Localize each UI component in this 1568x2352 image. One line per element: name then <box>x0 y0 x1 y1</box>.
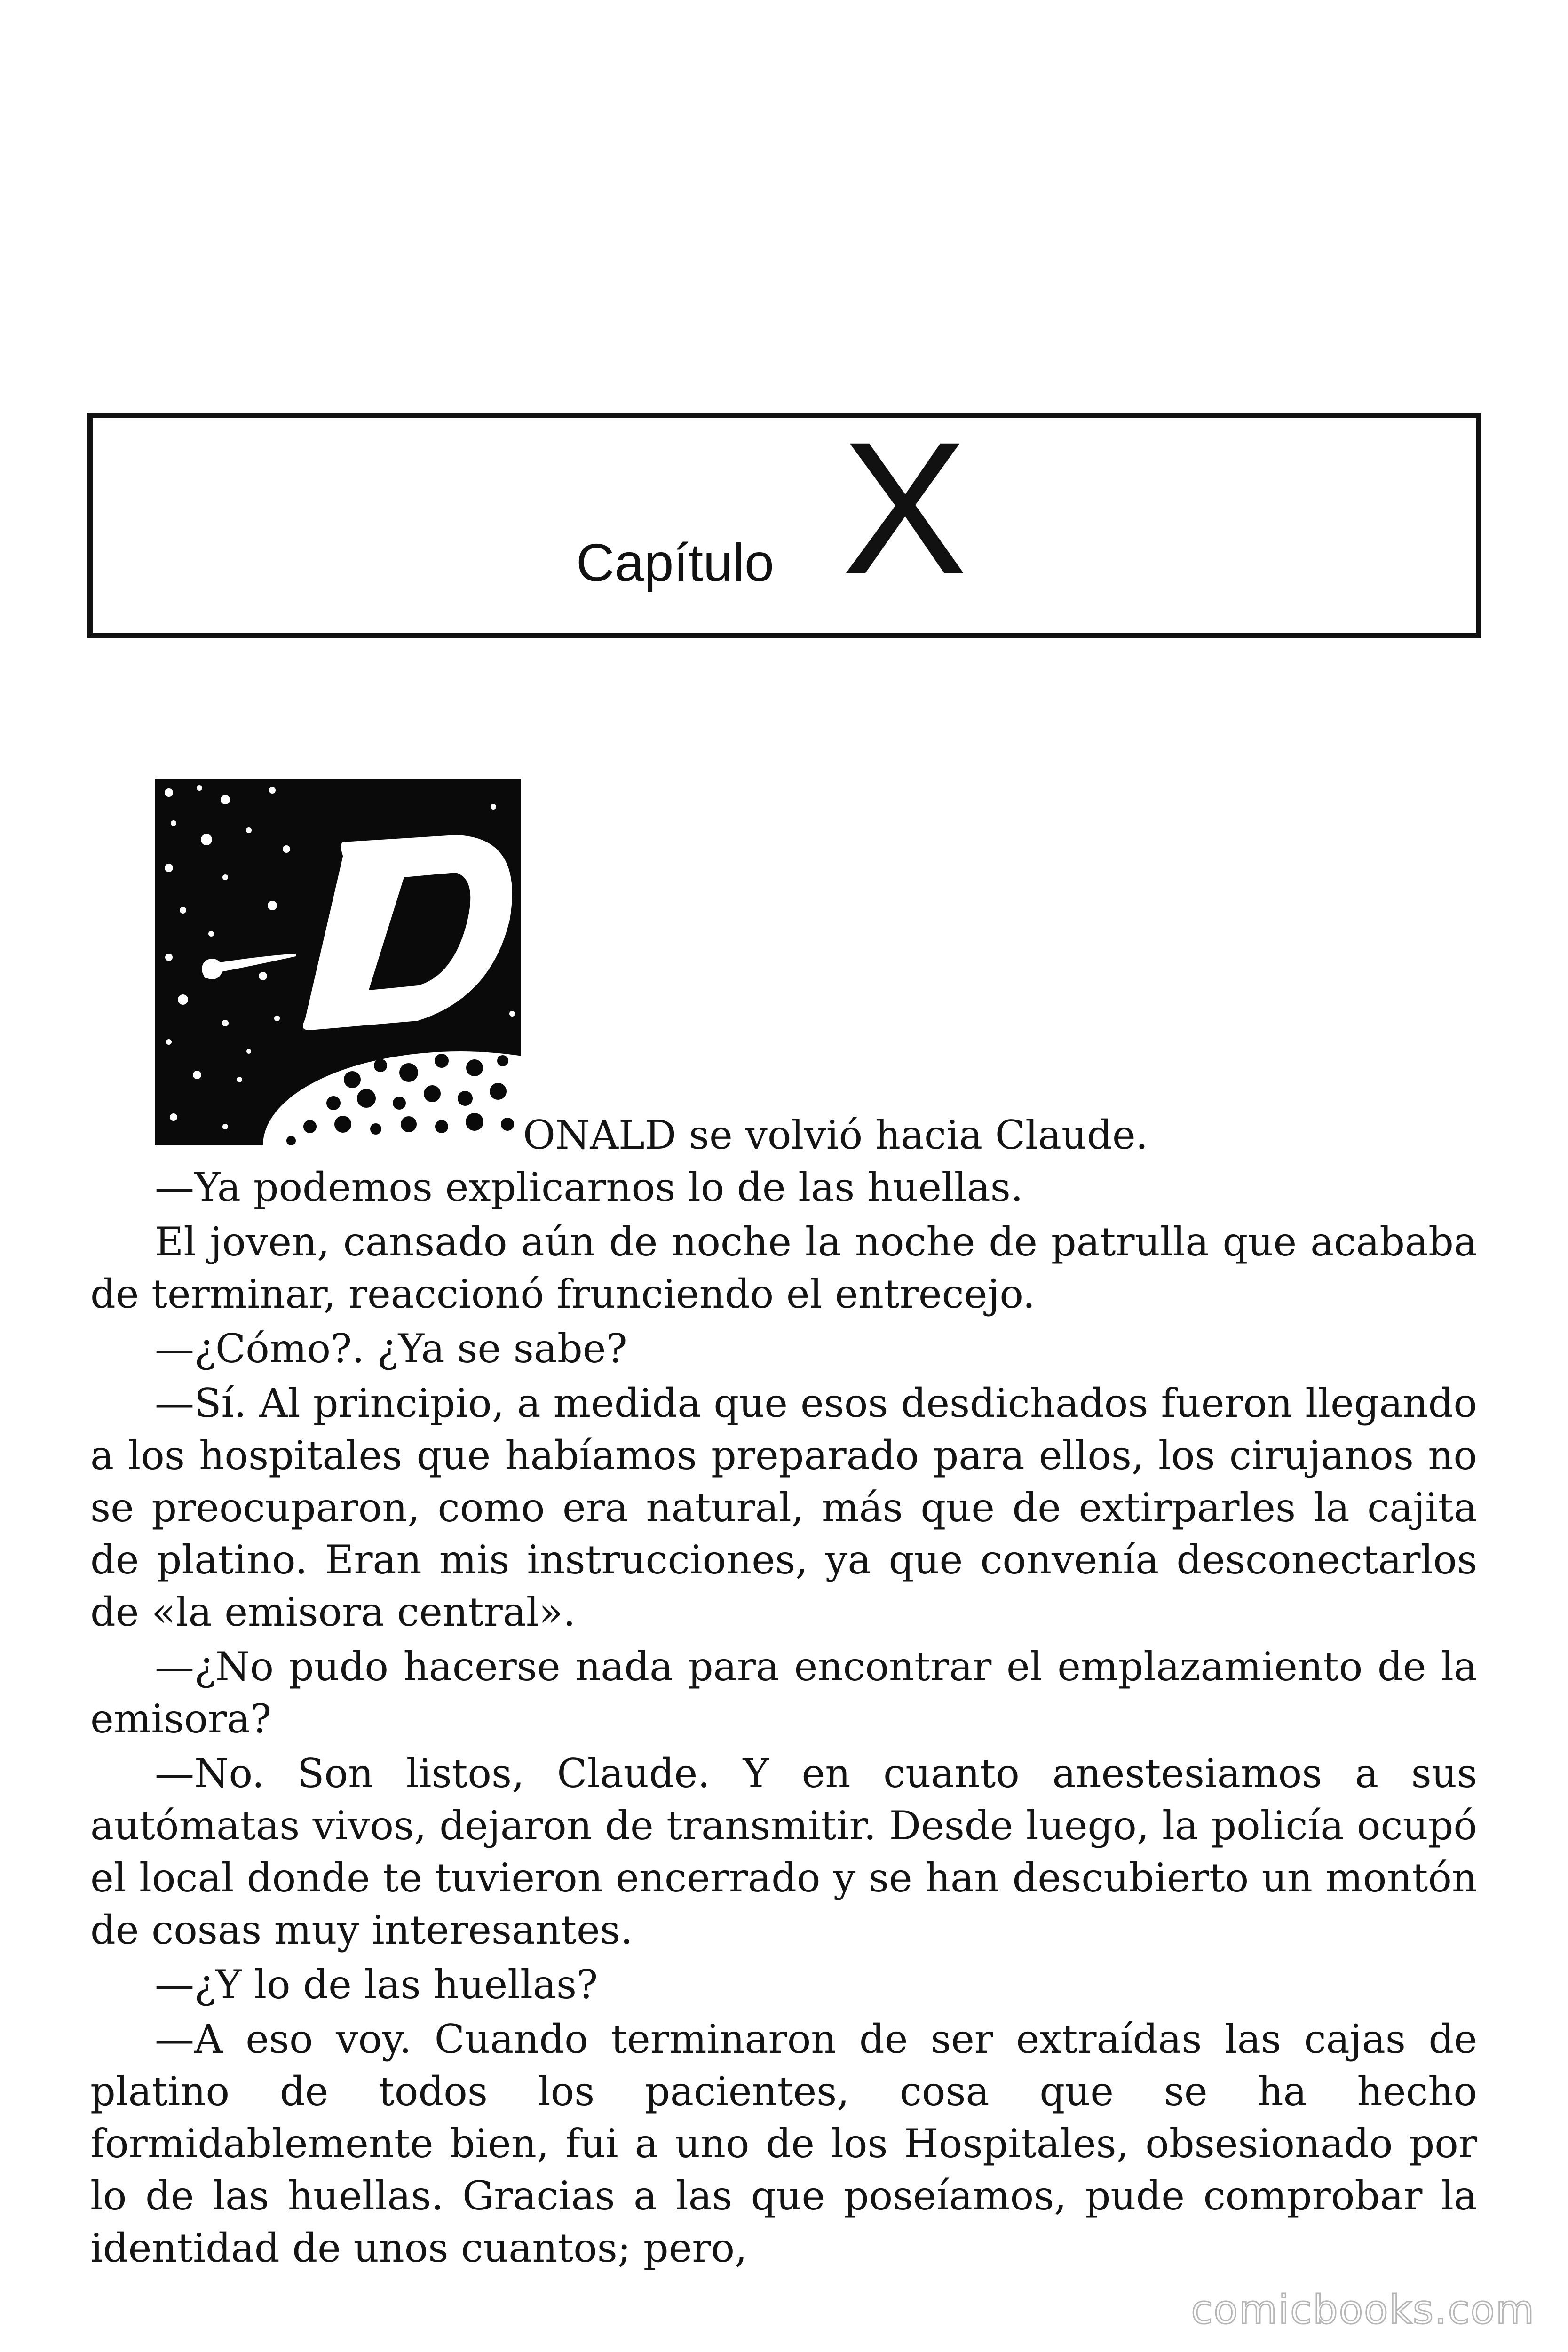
chapter-label: Capítulo <box>576 533 774 592</box>
chapter-heading-box <box>87 403 1481 638</box>
body-text <box>90 1161 1477 2274</box>
paragraph: —Ya podemos explicarnos lo de las huellas. <box>155 1164 1023 1210</box>
dropcap-first-line: ONALD se volvió hacia Claude. <box>523 1112 1148 1158</box>
paragraph: —¿No pudo hacerse nada para encontrar el emplazamiento de la emisora? <box>90 1644 1477 1742</box>
paragraph: —¿Cómo?. ¿Ya se sabe? <box>155 1326 627 1372</box>
paragraph: El joven, cansado aún de noche la noche de patrulla que acababa de terminar, reaccionó frunciendo el entrecejo. <box>90 1219 1477 1317</box>
paragraph: —¿Y lo de las huellas? <box>155 1962 598 2008</box>
paragraph: —A eso voy. Cuando terminaron de ser extraídas las cajas de platino de todos los pacientes, cosa que se ha hecho formidablemente bien, fui a uno de los Hospitales, obsesionado por lo de las huellas. Gracias a las que poseíamos, pude comprobar la identidad de unos cuantos; pero, <box>90 2016 1477 2271</box>
paragraph: —No. Son listos, Claude. Y en cuanto anestesiamos a sus autómatas vivos, dejaron de transmitir. Desde luego, la policía ocupó el local donde te tuvieron encerrado y se han descubierto un montón de cosas muy interesantes. <box>90 1750 1477 1953</box>
chapter-numeral: X <box>842 403 967 613</box>
paragraph: —Sí. Al principio, a medida que esos desdichados fueron llegando a los hospitales que habíamos preparado para ellos, los cirujanos no se preocuparon, como era natural, más que de extirparles la cajita de platino. Eran mis instrucciones, ya que convenía desconectarlos de «la emisora central». <box>90 1380 1477 1635</box>
dropcap-starfield-letter-d <box>155 779 521 1145</box>
watermark: comicbooks.com <box>1191 2287 1535 2333</box>
